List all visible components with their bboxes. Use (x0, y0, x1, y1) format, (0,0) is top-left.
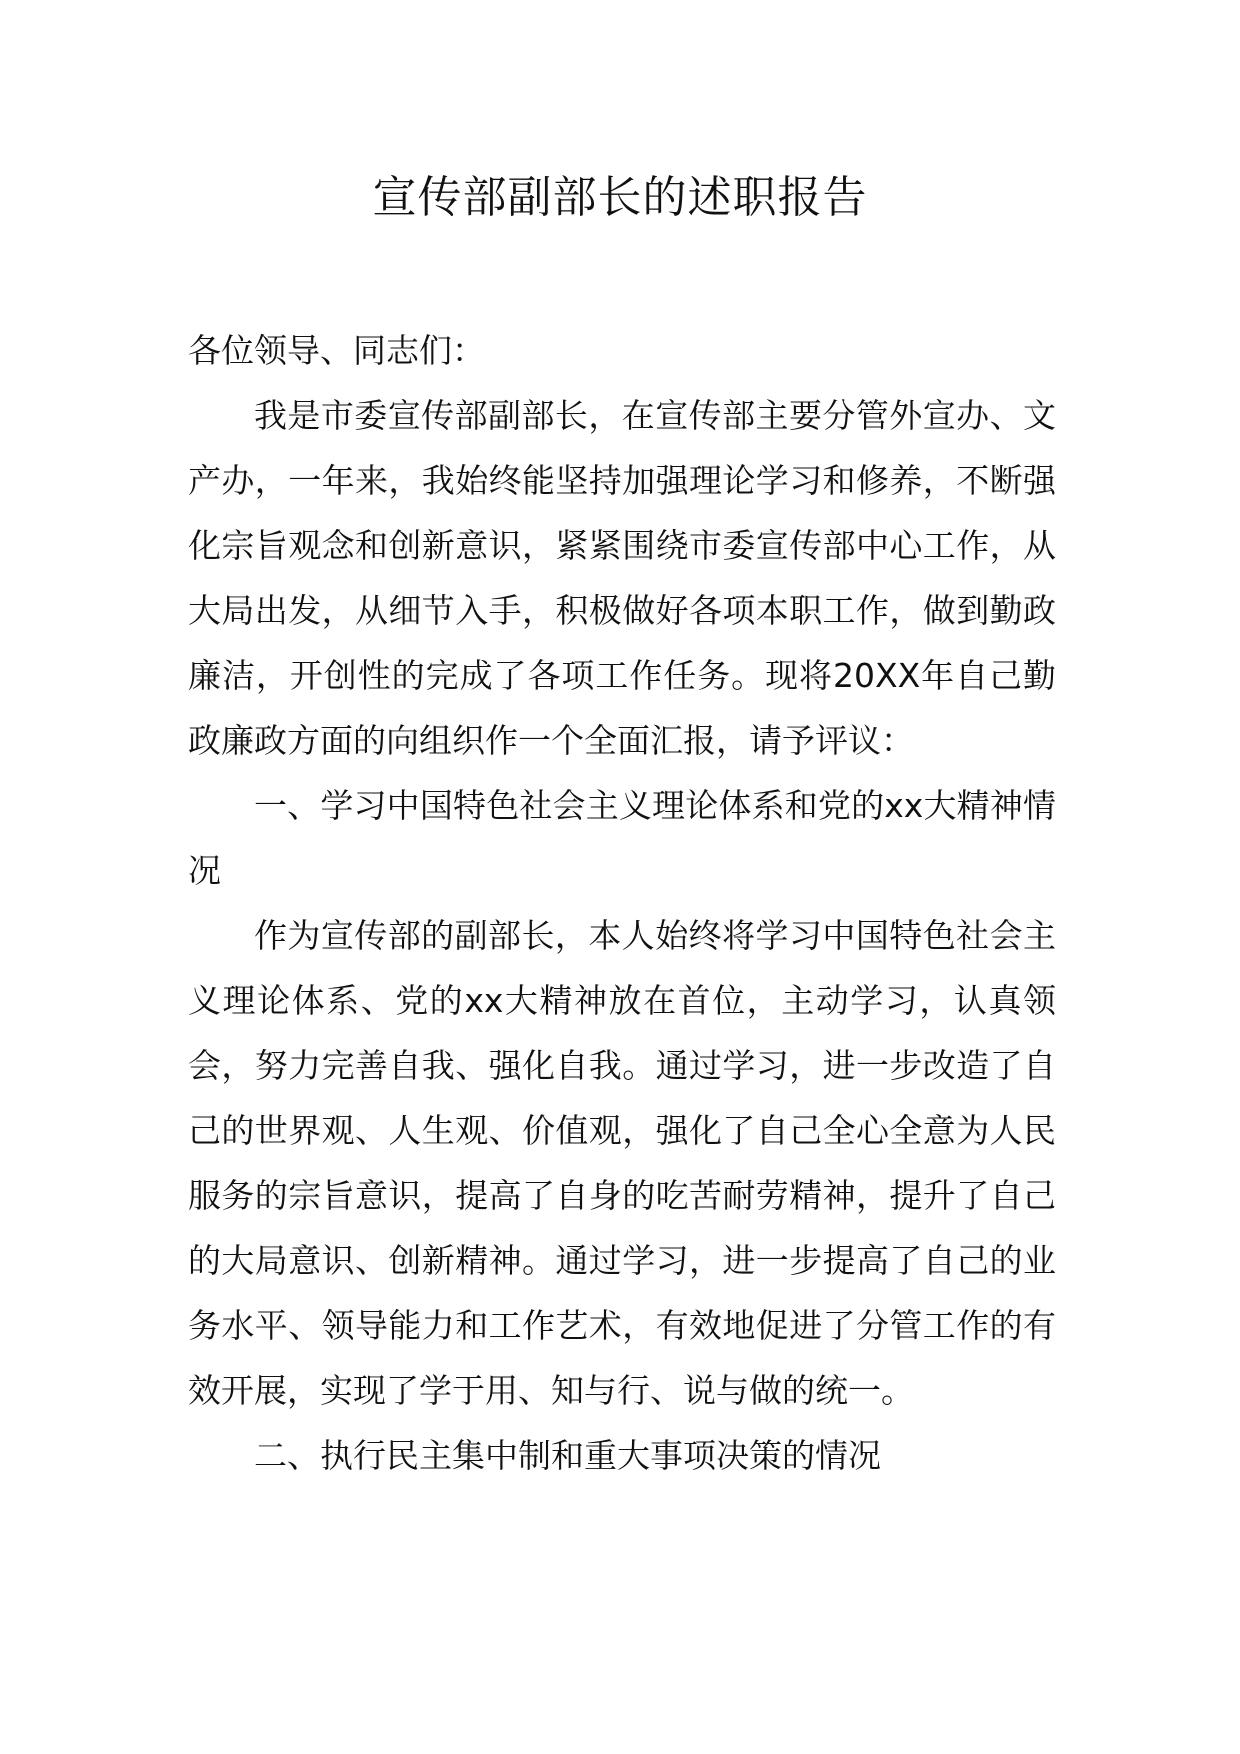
paragraph-study: 作为宣传部的副部长，本人始终将学习中国特色社会主义理论体系、党的xx大精神放在首位，主动学习，认真领会，努力完善自我、强化自我。通过学习，进一步改造了自己的世界观、人生观、价值观，强化了自己全心全意为人民服务的宗旨意识，提高了自身的吃苦耐劳精神，提升了自己的大局意识、创新精神。通过学习，进一步提高了自己的业务水平、领导能力和工作艺术，有效地促进了分管工作的有效开展，实现了学于用、知与行、说与做的统一。 (188, 916, 1056, 1410)
document-title: 宣传部副部长的述职报告 (372, 172, 868, 223)
section-heading-1: 一、学习中国特色社会主义理论体系和党的xx大精神情况 (188, 786, 1056, 890)
section-heading-2: 二、执行民主集中制和重大事项决策的情况 (254, 1436, 881, 1475)
document-body (188, 318, 1056, 1488)
paragraph-intro: 我是市委宣传部副部长，在宣传部主要分管外宣办、文产办，一年来，我始终能坚持加强理论学习和修养，不断强化宗旨观念和创新意识，紧紧围绕市委宣传部中心工作，从大局出发，从细节入手，积极做好各项本职工作，做到勤政廉洁，开创性的完成了各项工作任务。现将20XX年自己勤政廉政方面的向组织作一个全面汇报，请予评议： (188, 396, 1056, 760)
greeting: 各位领导、同志们： (188, 331, 485, 370)
